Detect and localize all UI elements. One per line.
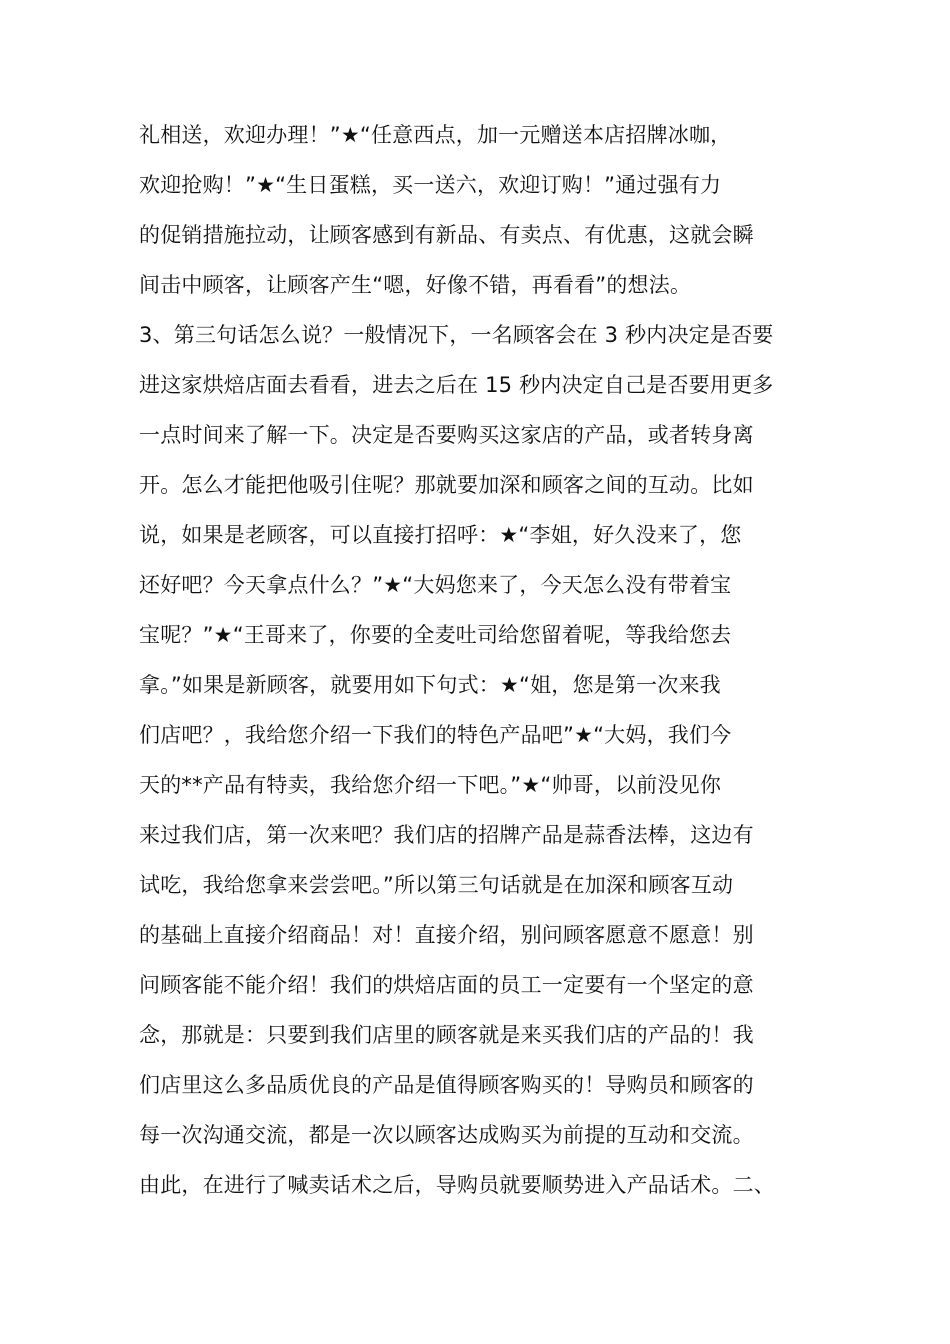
text-line: 由此，在进行了喊卖话术之后，导购员就要顺势进入产品话术。二、: [139, 1173, 775, 1197]
text-line: 开。怎么才能把他吸引住呢？那就要加深和顾客之间的互动。比如: [139, 473, 754, 497]
text-line: 3、第三句话怎么说？一般情况下，一名顾客会在 3 秒内决定是否要: [139, 323, 774, 347]
text-line: 们店里这么多品质优良的产品是值得顾客购买的！导购员和顾客的: [139, 1073, 754, 1097]
text-line: 们店吧？，我给您介绍一下我们的特色产品吧”★“大妈，我们今: [139, 723, 732, 747]
text-line: 天的**产品有特卖，我给您介绍一下吧。”★“帅哥，以前没见你: [139, 773, 722, 797]
text-line: 的促销措施拉动，让顾客感到有新品、有卖点、有优惠，这就会瞬: [139, 223, 754, 247]
text-line: 试吃，我给您拿来尝尝吧。”所以第三句话就是在加深和顾客互动: [139, 873, 734, 897]
text-line: 拿。”如果是新顾客，就要用如下句式：★“姐，您是第一次来我: [139, 673, 721, 697]
text-line: 一点时间来了解一下。决定是否要购买这家店的产品，或者转身离: [139, 423, 754, 447]
text-line: 欢迎抢购！”★“生日蛋糕，买一送六，欢迎订购！”通过强有力: [139, 173, 722, 197]
text-line: 每一次沟通交流，都是一次以顾客达成购买为前提的互动和交流。: [139, 1123, 754, 1147]
text-line: 进这家烘焙店面去看看，进去之后在 15 秒内决定自己是否要用更多: [139, 373, 774, 397]
text-line: 还好吧？今天拿点什么？”★“大妈您来了，今天怎么没有带着宝: [139, 573, 732, 597]
text-line: 礼相送，欢迎办理！”★“任意西点，加一元赠送本店招牌冰咖，: [139, 123, 732, 147]
body-text: [139, 110, 819, 1210]
text-line: 来过我们店，第一次来吧？我们店的招牌产品是蒜香法棒，这边有: [139, 823, 754, 847]
text-line: 的基础上直接介绍商品！对！直接介绍，别问顾客愿意不愿意！别: [139, 923, 754, 947]
text-line: 念，那就是：只要到我们店里的顾客就是来买我们店的产品的！我: [139, 1023, 754, 1047]
text-line: 问顾客能不能介绍！我们的烘焙店面的员工一定要有一个坚定的意: [139, 973, 754, 997]
text-line: 宝呢？”★“王哥来了，你要的全麦吐司给您留着呢，等我给您去: [139, 623, 732, 647]
text-line: 间击中顾客，让顾客产生“嗯，好像不错，再看看”的想法。: [139, 273, 692, 297]
text-line: 说，如果是老顾客，可以直接打招呼：★“李姐，好久没来了，您: [139, 523, 742, 547]
